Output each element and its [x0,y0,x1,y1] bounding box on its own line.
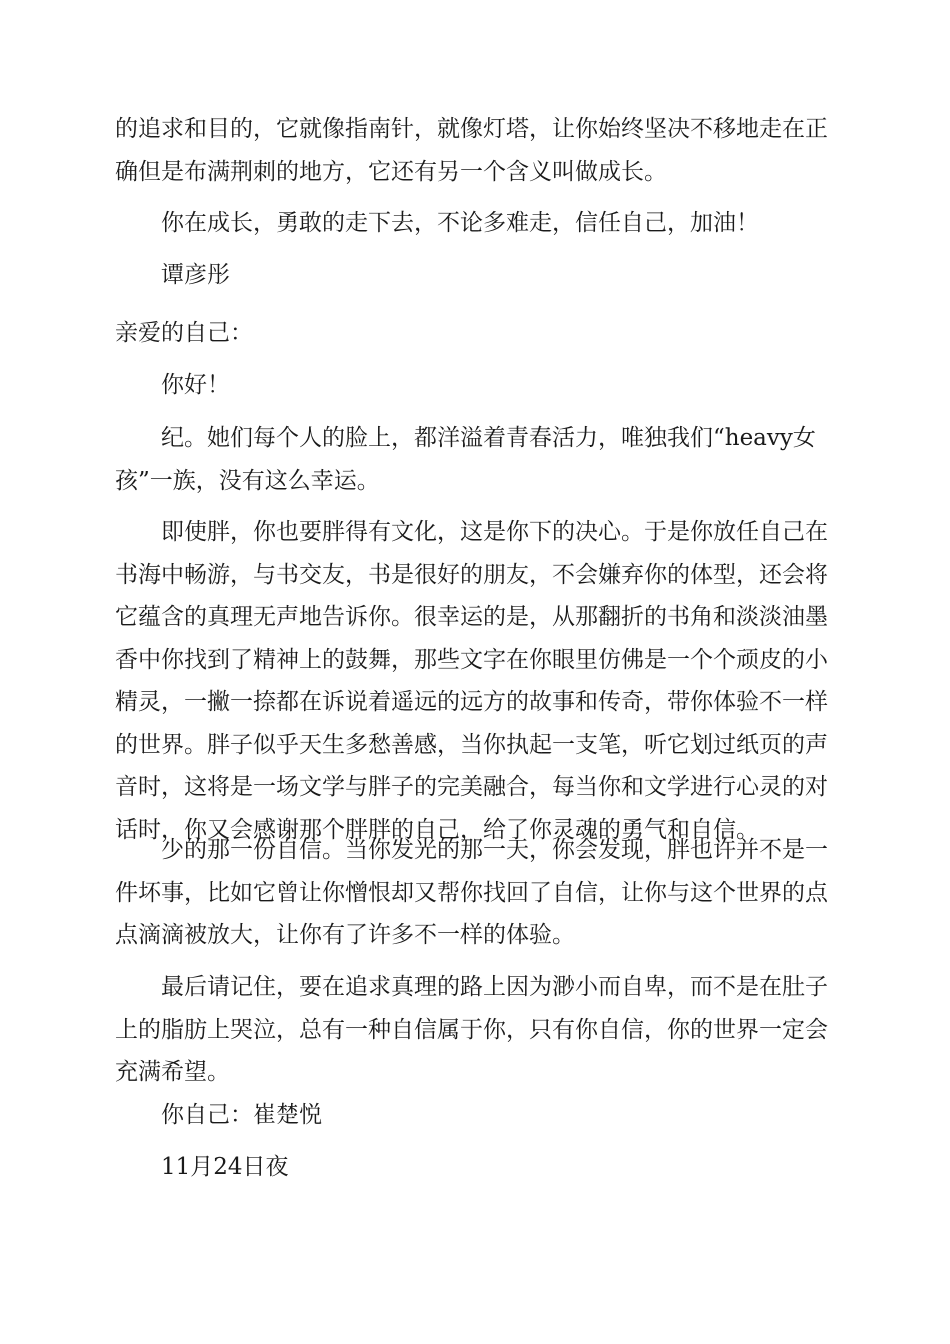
letter-date: 11月24日夜 [161,1154,289,1180]
paragraph-continuation: 的追求和目的，它就像指南针，就像灯塔，让你始终坚决不移地走在正确但是布满荆刺的地方，它还有另一个含义叫做成长。 [115,116,828,185]
paragraph-heavy-girls: 纪。她们每个人的脸上，都洋溢着青春活力，唯独我们“heavy女孩”一族，没有这么幸运。 [115,425,816,494]
letter-salutation: 亲爱的自己： [115,320,253,346]
paragraph-closing: 最后请记住，要在追求真理的路上因为渺小而自卑，而不是在肚子上的脂肪上哭泣，总有一种自信属于你，只有你自信，你的世界一定会充满希望。 [115,974,828,1085]
letter-signature: 你自己：崔楚悦 [161,1102,322,1128]
paragraph-reading: 即使胖，你也要胖得有文化，这是你下的决心。于是你放任自己在书海中畅游，与书交友，书是很好的朋友，不会嫌弃你的体型，还会将它蕴含的真理无声地告诉你。很幸运的是，从那翻折的书角和淡淡油墨香中你找到了精神上的鼓舞，那些文字在你眼里仿佛是一个个顽皮的小精灵，一撇一捺都在诉说着遥远的远方的故事和传奇，带你体验不一样的世界。胖子似乎天生多愁善感，当你执起一支笔，听它划过纸页的声音时，这将是一场文学与胖子的完美融合，每当你和文学进行心灵的对话时，你又会感谢那个胖胖的自己，给了你灵魂的勇气和自信。 [115,519,828,843]
signature-name: 谭彦彤 [161,262,230,288]
paragraph-encouragement: 你在成长，勇敢的走下去，不论多难走，信任自己，加油！ [161,210,759,236]
paragraph-confidence: 少的那一份自信。当你发光的那一天，你会发现，胖也许并不是一件坏事，比如它曾让你憎恨却又帮你找回了自信，让你与这个世界的点点滴滴被放大，让你有了许多不一样的体验。 [115,837,828,948]
letter-greeting: 你好！ [161,372,230,398]
